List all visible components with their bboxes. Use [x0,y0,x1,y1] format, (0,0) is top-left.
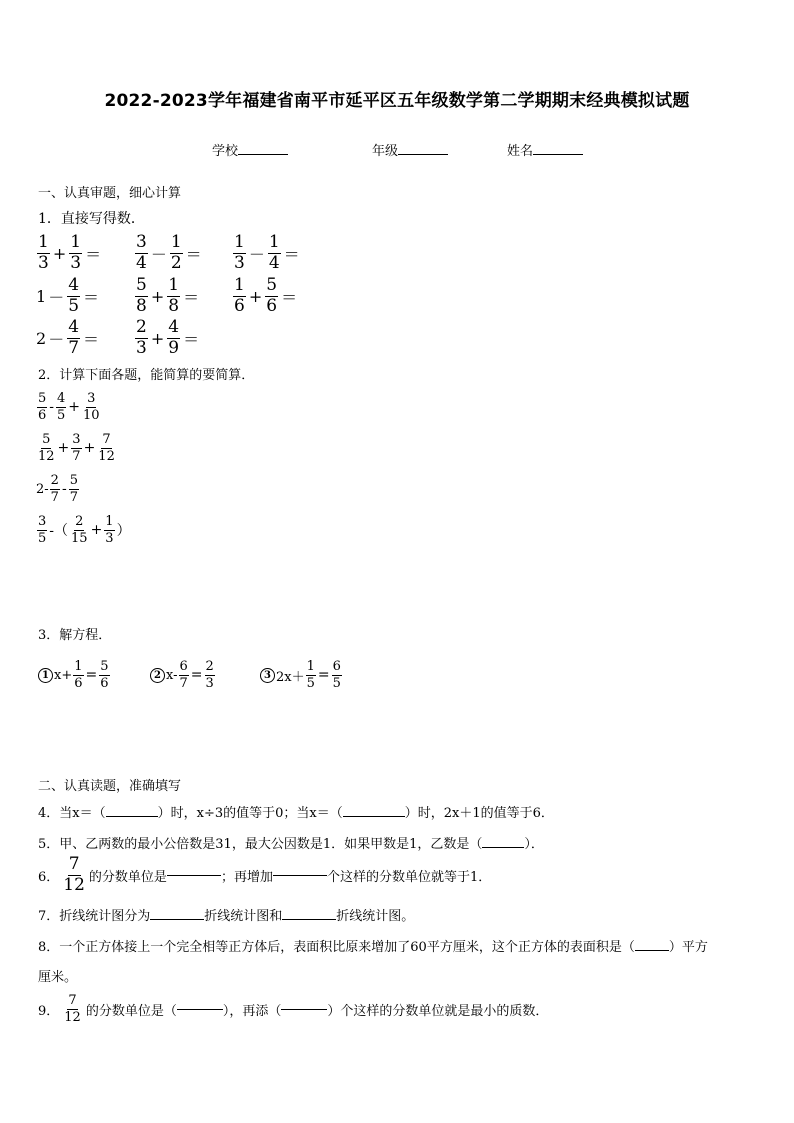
operator: + [248,286,263,306]
fraction [97,433,116,463]
fraction [63,994,82,1024]
q1-item-4 [36,277,101,316]
numerator: 6 [179,659,188,674]
q4-blank-1[interactable] [106,816,158,817]
denominator: 7 [179,675,188,691]
fraction [179,660,189,690]
fraction [37,234,50,273]
operator: + [90,522,103,539]
denominator: 12 [63,874,85,895]
text: ），再添（ [222,1003,282,1019]
denominator: 6 [234,295,245,316]
text: ；再增加 [220,869,273,885]
fraction [37,392,47,422]
section-1-heading: 一、认真审题，细心计算 [38,186,182,201]
denominator: 8 [136,295,147,316]
operator: ＝ [185,244,202,264]
page-title: 2022-2023学年福建省南平市延平区五年级数学第二学期期末经典模拟试题 [104,91,690,111]
q1-item-8 [134,319,201,358]
fraction [104,515,114,545]
operator: － [248,244,265,264]
denominator: 5 [38,530,47,546]
circled-number-2: 2 [150,668,165,683]
denominator: 7 [72,448,81,464]
text: ）． [524,837,544,852]
numerator: 2 [205,659,214,674]
denominator: 7 [50,489,59,505]
fraction [167,277,180,316]
fraction [62,856,86,895]
fraction [268,234,281,273]
q2-expr-2 [36,433,117,463]
text: x- [166,667,178,683]
text: 的分数单位是 [88,869,167,885]
numerator: 4 [168,317,180,337]
fraction [332,660,342,690]
numerator: 1 [170,232,182,252]
q3-label: 3．解方程． [38,628,112,643]
section-2-heading: 二、认真读题，准确填写 [38,779,182,794]
operator: + [57,440,70,457]
q1-item-6 [232,277,299,316]
text: ）时，x÷3的值等于0；当x＝（ [157,806,343,821]
text: 9． [38,1003,60,1019]
denominator: 3 [38,252,49,273]
denominator: 6 [38,407,47,423]
denominator: 6 [100,675,109,691]
denominator: 3 [105,530,114,546]
text: x+ [54,667,73,683]
numerator: 3 [136,232,147,252]
circled-number-1: 1 [38,668,53,683]
fraction [233,234,246,273]
fraction [233,277,246,316]
operator: ＝ [83,287,100,307]
q3-equation-3 [260,660,343,690]
numerator: 4 [57,391,66,406]
text: 5．甲、乙两数的最小公倍数是31，最大公因数是1．如果甲数是1，乙数是（ [38,837,483,852]
denominator: 5 [306,675,315,691]
denominator: 7 [68,337,80,358]
operator: ＝ [283,244,300,264]
school-blank[interactable] [238,154,288,155]
fraction [67,319,80,358]
fraction [71,433,81,463]
numerator: 2 [75,514,84,529]
numerator: 5 [136,275,147,295]
numerator: 1 [105,514,114,529]
question-8-continued: 厘米。 [38,970,78,985]
text: 6． [38,869,60,885]
text: ）平方 [668,940,708,955]
numerator: 7 [68,993,77,1008]
q2-expr-1 [36,392,102,422]
q5-blank[interactable] [482,847,524,848]
operator: ＝ [281,287,298,307]
text: ）个这样的分数单位就是最小的质数． [327,1003,549,1019]
fraction [82,392,101,422]
q1-item-1 [36,234,103,273]
q7-blank-1[interactable] [150,919,204,920]
school-field[interactable] [212,140,288,159]
operator: + [150,328,165,348]
text: ）时，2x＋1的值等于6． [404,806,554,821]
denominator: 9 [168,337,180,358]
operator: － [48,287,65,307]
operator: + [150,286,165,306]
numerator: 7 [102,432,111,447]
school-label: 学校 [212,144,239,159]
numerator: 1 [306,659,315,674]
numerator: 1 [234,232,245,252]
numerator: 5 [38,391,47,406]
text: 2x＋ [276,669,305,685]
text: 个这样的分数单位就等于1． [326,869,492,885]
numerator: 2 [50,473,59,488]
denominator: 6 [266,295,278,316]
denominator: 3 [70,252,82,273]
numerator: 5 [69,473,78,488]
q1-item-3 [232,234,302,273]
numerator: 4 [68,317,80,337]
q9-blank-1[interactable] [177,1009,223,1010]
numerator: 3 [87,391,96,406]
denominator: 6 [74,675,83,691]
numerator: 7 [68,854,80,874]
question-6 [38,856,491,895]
operator: ＝ [183,329,200,349]
numerator: 2 [136,317,147,337]
circled-number-3: 3 [260,668,275,683]
fraction [37,515,47,545]
q3-equation-2 [150,660,216,690]
operator: = [85,667,98,684]
fraction [135,234,148,273]
numerator: 1 [74,659,83,674]
fraction [69,474,79,504]
q2-expr-3 [36,474,80,504]
fraction [70,515,89,545]
operator: - [49,399,55,416]
fraction [135,319,148,358]
fraction [265,277,278,316]
denominator: 3 [205,675,214,691]
q2-expr-4 [36,515,132,545]
fraction [306,660,316,690]
numerator: 1 [168,275,180,295]
denominator: 12 [98,448,115,464]
q1-item-5 [134,277,201,316]
denominator: 12 [38,448,55,464]
q7-blank-2[interactable] [282,919,336,920]
fraction [99,660,109,690]
operator: － [48,329,65,349]
operator: － [150,244,167,264]
q6-blank-2[interactable] [273,875,327,876]
fraction [205,660,215,690]
q2-label: 2．计算下面各题，能简算的要简算． [38,368,255,383]
denominator: 5 [68,295,80,316]
question-5 [38,833,544,852]
q1-label: 1．直接写得数． [38,211,145,227]
text: 的分数单位是（ [85,1003,177,1019]
q1-item-7 [36,319,101,358]
operator: + [52,243,67,263]
denominator: 7 [69,489,78,505]
name-field[interactable] [507,140,583,159]
operator: + [68,399,81,416]
q8-blank[interactable] [635,950,669,951]
text: 折线统计图。 [336,909,415,924]
numerator: 1 [70,232,82,252]
operator: -（ [49,523,69,540]
denominator: 3 [136,337,147,358]
operator: ＝ [85,244,102,264]
denominator: 15 [71,530,88,546]
q3-equation-1 [38,660,111,690]
denominator: 10 [83,407,100,423]
text: 8．一个正方体接上一个完全相等正方体后，表面积比原来增加了60平方厘米，这个正方体的表面积是（ [38,940,635,955]
denominator: 3 [234,252,245,273]
numerator: 3 [72,432,81,447]
denominator: 12 [64,1009,81,1025]
q4-blank-2[interactable] [343,816,405,817]
text: 4．当x＝（ [38,806,106,821]
fraction [69,234,82,273]
q1-item-2 [134,234,204,273]
fraction [50,474,60,504]
denominator: 4 [268,252,280,273]
text: 折线统计图和 [204,909,283,924]
question-7 [38,905,414,924]
numerator: 1 [234,275,245,295]
operator: ） [116,523,131,540]
operator: - [61,481,67,498]
operator: ＝ [83,329,100,349]
denominator: 5 [332,675,341,691]
denominator: 4 [136,252,147,273]
denominator: 8 [168,295,180,316]
denominator: 2 [170,252,182,273]
fraction [37,433,56,463]
name-label: 姓名 [507,144,534,159]
question-4 [38,802,554,821]
operator: = [317,667,330,684]
numerator: 5 [42,432,51,447]
grade-blank[interactable] [398,154,448,155]
text: 2 [36,328,47,348]
operator: ＝ [183,287,200,307]
question-8 [38,936,708,955]
grade-field[interactable] [372,140,448,159]
operator: = [190,667,203,684]
numerator: 5 [100,659,109,674]
numerator: 1 [38,232,49,252]
operator: + [83,440,96,457]
fraction [73,660,83,690]
denominator: 5 [57,407,66,423]
numerator: 1 [268,232,280,252]
name-blank[interactable] [533,154,583,155]
fraction [170,234,183,273]
text: 7．折线统计图分为 [38,909,151,924]
q9-blank-2[interactable] [281,1009,327,1010]
numerator: 4 [68,275,80,295]
fraction [167,319,180,358]
numerator: 6 [332,659,341,674]
fraction [135,277,148,316]
text: 1 [36,286,47,306]
fraction [56,392,66,422]
question-9 [38,994,548,1024]
text: 2- [36,481,49,497]
numerator: 3 [38,514,47,529]
fraction [67,277,80,316]
q6-blank-1[interactable] [167,875,221,876]
numerator: 5 [266,275,278,295]
grade-label: 年级 [372,144,399,159]
